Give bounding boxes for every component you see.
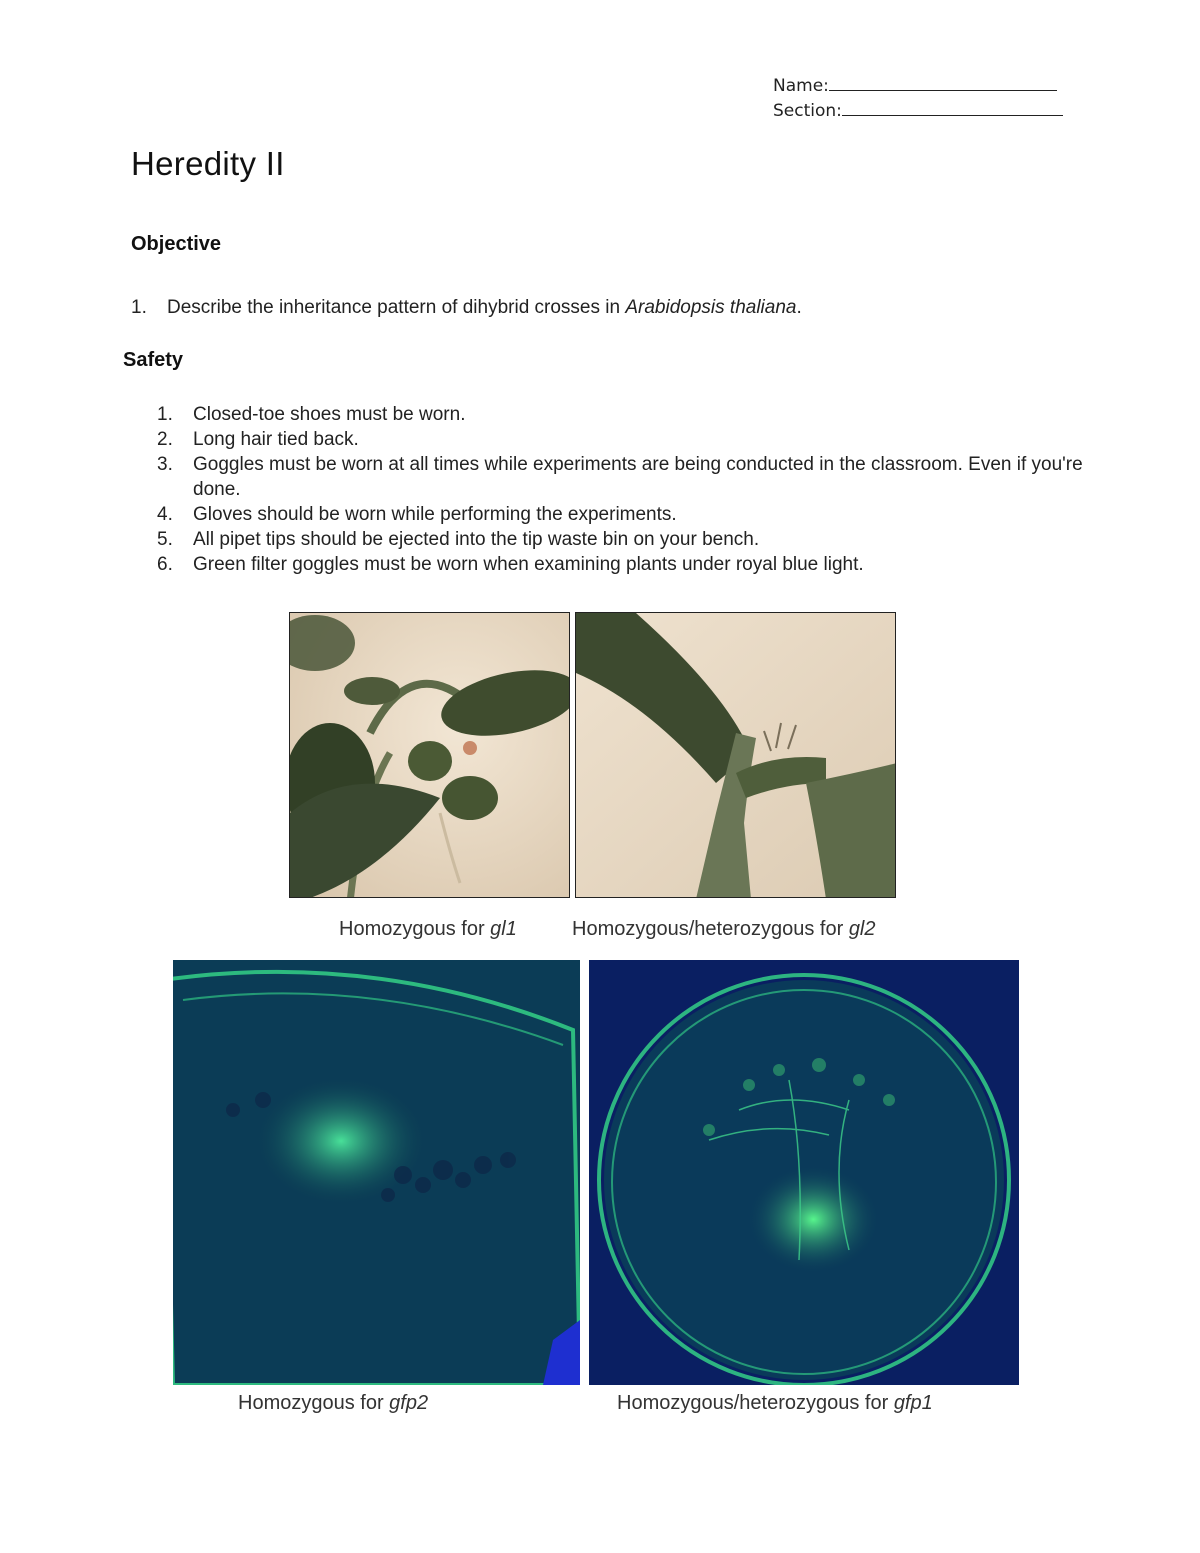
section-field[interactable] (773, 99, 1063, 121)
caption-gene: gfp2 (389, 1392, 429, 1414)
safety-heading: Safety (123, 349, 184, 371)
caption-prefix: Homozygous for (238, 1392, 390, 1414)
list-text: Gloves should be worn while performing the experiments. (193, 504, 677, 525)
list-number: 3. (157, 454, 173, 475)
gl2-stem-photo (575, 612, 896, 898)
caption-prefix: Homozygous/heterozygous for (572, 918, 849, 940)
gfp2-plate-photo (173, 960, 580, 1385)
caption-gene: gl1 (490, 918, 517, 940)
list-text: Goggles must be worn at all times while experiments are being conducted in the classroom. Even if you're done. (193, 454, 1083, 500)
safety-list (157, 402, 1093, 577)
list-number: 5. (157, 529, 173, 550)
list-number: 2. (157, 429, 173, 450)
list-text: Closed-toe shoes must be worn. (193, 404, 466, 425)
caption-prefix: Homozygous for (339, 918, 491, 940)
list-number: 4. (157, 504, 173, 525)
objective-item (131, 297, 802, 319)
list-item (157, 502, 1093, 527)
list-text: All pipet tips should be ejected into the tip waste bin on your bench. (193, 529, 760, 550)
caption-gl1 (339, 918, 517, 941)
list-number: 1. (157, 404, 173, 425)
name-blank-line[interactable] (829, 74, 1057, 91)
section-blank-line[interactable] (842, 99, 1063, 116)
list-text: Green filter goggles must be worn when examining plants under royal blue light. (193, 554, 864, 575)
objective-text: Describe the inheritance pattern of dihybrid crosses in (167, 297, 626, 318)
species-name: Arabidopsis thaliana (625, 297, 797, 318)
name-field[interactable] (773, 74, 1057, 96)
page-title: Heredity II (131, 145, 285, 182)
objective-number: 1. (131, 297, 147, 318)
list-item (157, 527, 1093, 552)
caption-gl2 (572, 918, 876, 941)
list-item (157, 452, 1093, 502)
caption-gene: gfp1 (893, 1392, 933, 1414)
section-label: Section: (773, 101, 842, 121)
gfp1-plate-photo (589, 960, 1019, 1385)
caption-prefix: Homozygous/heterozygous for (617, 1392, 894, 1414)
name-label: Name: (773, 76, 829, 96)
list-number: 6. (157, 554, 173, 575)
list-item (157, 427, 1093, 452)
caption-gfp2 (238, 1392, 428, 1415)
list-item (157, 402, 1093, 427)
objective-end: . (796, 297, 802, 318)
list-item (157, 552, 1093, 577)
caption-gene: gl2 (848, 918, 876, 940)
objective-heading: Objective (131, 233, 222, 255)
gl1-seedling-photo (289, 612, 570, 898)
caption-gfp1 (617, 1392, 933, 1415)
list-text: Long hair tied back. (193, 429, 359, 450)
